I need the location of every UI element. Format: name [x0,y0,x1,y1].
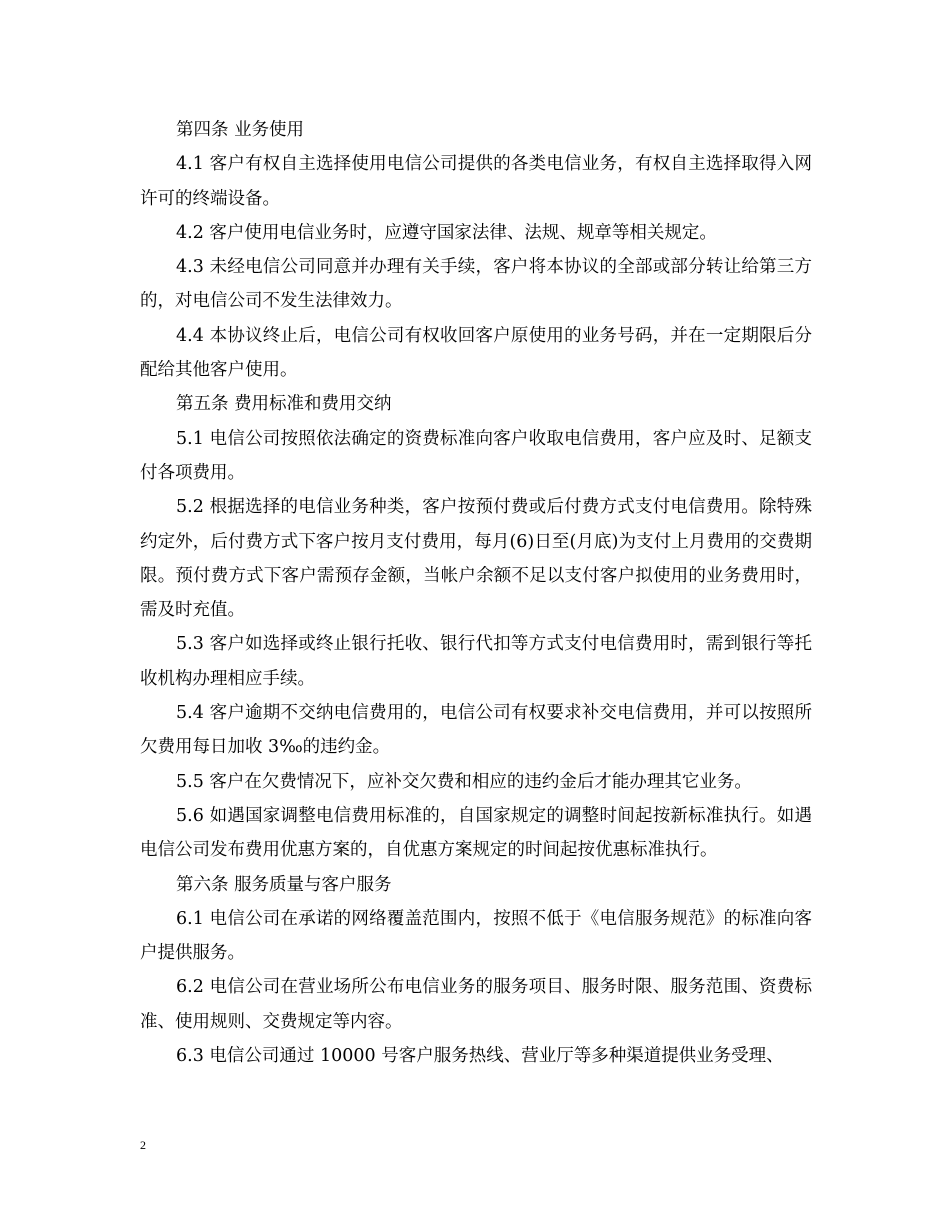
document-body [140,113,812,1073]
paragraph: 4.2 客户使用电信业务时，应遵守国家法律、法规、规章等相关规定。 [176,222,717,243]
paragraph: 5.5 客户在欠费情况下，应补交欠费和相应的违约金后才能办理其它业务。 [176,771,752,792]
paragraph: 5.2 根据选择的电信业务种类，客户按预付费或后付费方式支付电信费用。除特殊约定外，后付费方式下客户按月支付费用，每月(6)日至(月底)为支付上月费用的交费期限。预付费方式下客户需预存金额，当帐户余额不足以支付客户拟使用的业务费用时，需及时充值。 [140,497,812,621]
section-heading: 第四条 业务使用 [176,120,305,140]
section-heading: 第六条 服务质量与客户服务 [176,874,392,895]
paragraph: 6.3 电信公司通过 10000 号客户服务热线、营业厅等多种渠道提供业务受理、 [176,1046,784,1067]
paragraph: 5.4 客户逾期不交纳电信费用的，电信公司有权要求补交电信费用，并可以按照所欠费用每日加收 3‰的违约金。 [140,703,812,758]
paragraph: 4.1 客户有权自主选择使用电信公司提供的各类电信业务，有权自主选择取得入网许可的终端设备。 [140,154,812,209]
paragraph: 5.3 客户如选择或终止银行托收、银行代扣等方式支付电信费用时，需到银行等托收机构办理相应手续。 [140,634,812,689]
section-heading: 第五条 费用标准和费用交纳 [176,394,392,415]
page-number: 2 [140,1138,146,1152]
paragraph: 5.1 电信公司按照依法确定的资费标准向客户收取电信费用，客户应及时、足额支付各项费用。 [140,428,812,483]
paragraph: 6.2 电信公司在营业场所公布电信业务的服务项目、服务时限、服务范围、资费标准、使用规则、交费规定等内容。 [140,977,812,1032]
paragraph: 4.4 本协议终止后，电信公司有权收回客户原使用的业务号码，并在一定期限后分配给其他客户使用。 [140,325,812,381]
paragraph: 5.6 如遇国家调整电信费用标准的，自国家规定的调整时间起按新标准执行。如遇电信公司发布费用优惠方案的，自优惠方案规定的时间起按优惠标准执行。 [140,805,812,861]
paragraph: 4.3 未经电信公司同意并办理有关手续，客户将本协议的全部或部分转让给第三方的，对电信公司不发生法律效力。 [140,257,812,312]
paragraph: 6.1 电信公司在承诺的网络覆盖范围内，按照不低于《电信服务规范》的标准向客户提供服务。 [140,908,812,964]
